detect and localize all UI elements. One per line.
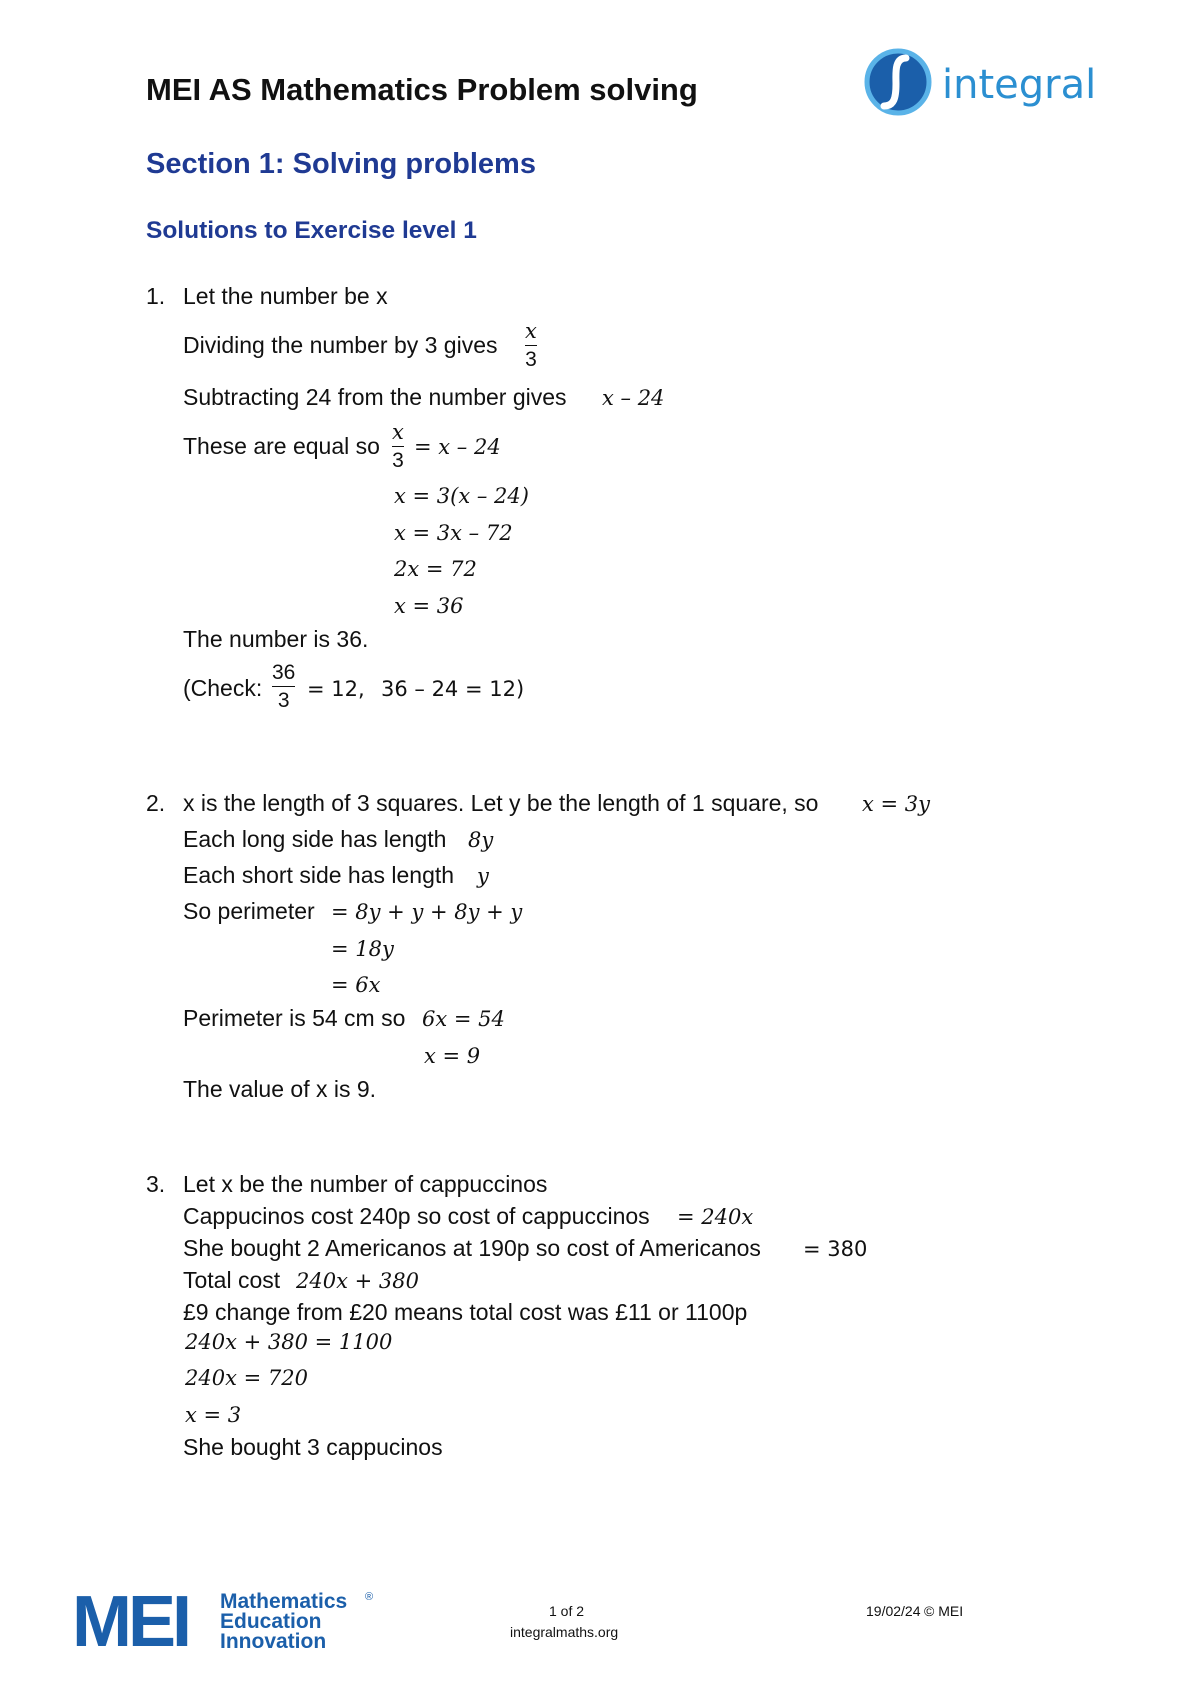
q2-line2: Each long side has length — [183, 826, 447, 852]
q2-line4: So perimeter — [183, 898, 315, 924]
q2-line4-expr: = 8y + y + 8y + y — [331, 900, 523, 924]
fraction-denominator: 3 — [277, 689, 290, 712]
q3-answer: She bought 3 cappucinos — [183, 1434, 443, 1460]
q2-line5-expr: 6x = 54 — [422, 1007, 505, 1031]
q1-check-result1: = 12, — [307, 677, 365, 701]
q2-line1-expr: x = 3y — [862, 792, 931, 816]
mei-logo — [72, 1588, 382, 1652]
exercise-subtitle: Solutions to Exercise level 1 — [146, 217, 477, 244]
q2-answer: The value of x is 9. — [183, 1076, 377, 1102]
q1-line1: Let the number be x — [183, 283, 388, 309]
fraction-numerator: 36 — [272, 661, 296, 684]
site-link[interactable]: integralmaths.org — [510, 1624, 619, 1640]
q1-step4: x = 36 — [394, 594, 464, 618]
q1-check-fraction — [272, 660, 295, 713]
q3-line4-expr: 240x + 380 — [296, 1269, 419, 1293]
q1-number: 1. — [146, 283, 166, 309]
q2-line1: x is the length of 3 squares. Let y be the length of 1 square, so — [183, 790, 819, 816]
q2-line2-expr: 8y — [468, 828, 494, 852]
mei-logo-registered: ® — [365, 1591, 374, 1603]
q1-check-open: (Check: — [183, 675, 263, 701]
q2-step3: x = 9 — [424, 1044, 481, 1068]
q3-line3: She bought 2 Americanos at 190p so cost of Americanos — [183, 1235, 761, 1261]
mei-logo-line1: Mathematics — [220, 1590, 348, 1613]
q1-fraction-x-over-3 — [525, 319, 537, 372]
q1-fraction-eq — [392, 420, 404, 473]
fraction-denominator: 3 — [392, 449, 404, 472]
q3-line3-expr: = 380 — [803, 1237, 868, 1261]
fraction-numerator: x — [392, 420, 404, 444]
q3-step3: x = 3 — [185, 1403, 242, 1427]
q2-step1: = 18y — [331, 937, 394, 961]
q1-line4-expr: = x – 24 — [414, 435, 501, 459]
q2-number: 2. — [146, 790, 166, 816]
fraction-bar — [525, 345, 537, 346]
q3-line4: Total cost — [183, 1267, 281, 1293]
integral-logo-text: integral — [942, 62, 1097, 108]
document-date: 19/02/24 — [866, 1603, 921, 1619]
q3-line5: £9 change from £20 means total cost was £11 or 1100p — [183, 1299, 748, 1325]
q3-number: 3. — [146, 1171, 166, 1197]
integral-logo — [860, 44, 1100, 124]
q3-line1: Let x be the number of cappuccinos — [183, 1171, 548, 1197]
page-number: 1 of 2 — [549, 1603, 585, 1619]
section-title: Section 1: Solving problems — [146, 148, 536, 180]
fraction-denominator: 3 — [525, 348, 537, 371]
q1-step1: x = 3(x – 24) — [394, 484, 529, 508]
document-title: MEI AS Mathematics Problem solving — [146, 72, 698, 107]
q3-line2: Cappucinos cost 240p so cost of cappuccinos — [183, 1203, 650, 1229]
copyright: © MEI — [924, 1603, 964, 1619]
q3-step2: 240x = 720 — [185, 1366, 308, 1390]
q1-check-result2: 36 – 24 = 12) — [381, 677, 525, 701]
q1-line4: These are equal so — [183, 433, 380, 459]
q1-line3: Subtracting 24 from the number gives — [183, 384, 567, 410]
q1-line3-expr: x – 24 — [602, 386, 665, 410]
q3-step1: 240x + 380 = 1100 — [185, 1330, 393, 1354]
q2-line3: Each short side has length — [183, 862, 455, 888]
q1-step2: x = 3x – 72 — [394, 521, 513, 545]
q2-step2: = 6x — [331, 973, 381, 997]
mei-logo-line2: Education — [220, 1610, 322, 1633]
fraction-bar — [272, 686, 295, 687]
mei-logo-line3: Innovation — [220, 1630, 327, 1652]
mei-logo-letters: MEI — [72, 1588, 189, 1652]
q1-line2: Dividing the number by 3 gives — [183, 332, 498, 358]
fraction-numerator: x — [525, 319, 537, 343]
q3-line2-expr: = 240x — [677, 1205, 754, 1229]
q1-step3: 2x = 72 — [394, 557, 477, 581]
q1-answer: The number is 36. — [183, 626, 369, 652]
q2-line3-expr: y — [477, 864, 489, 888]
q2-line5: Perimeter is 54 cm so — [183, 1005, 406, 1031]
fraction-bar — [392, 446, 404, 447]
